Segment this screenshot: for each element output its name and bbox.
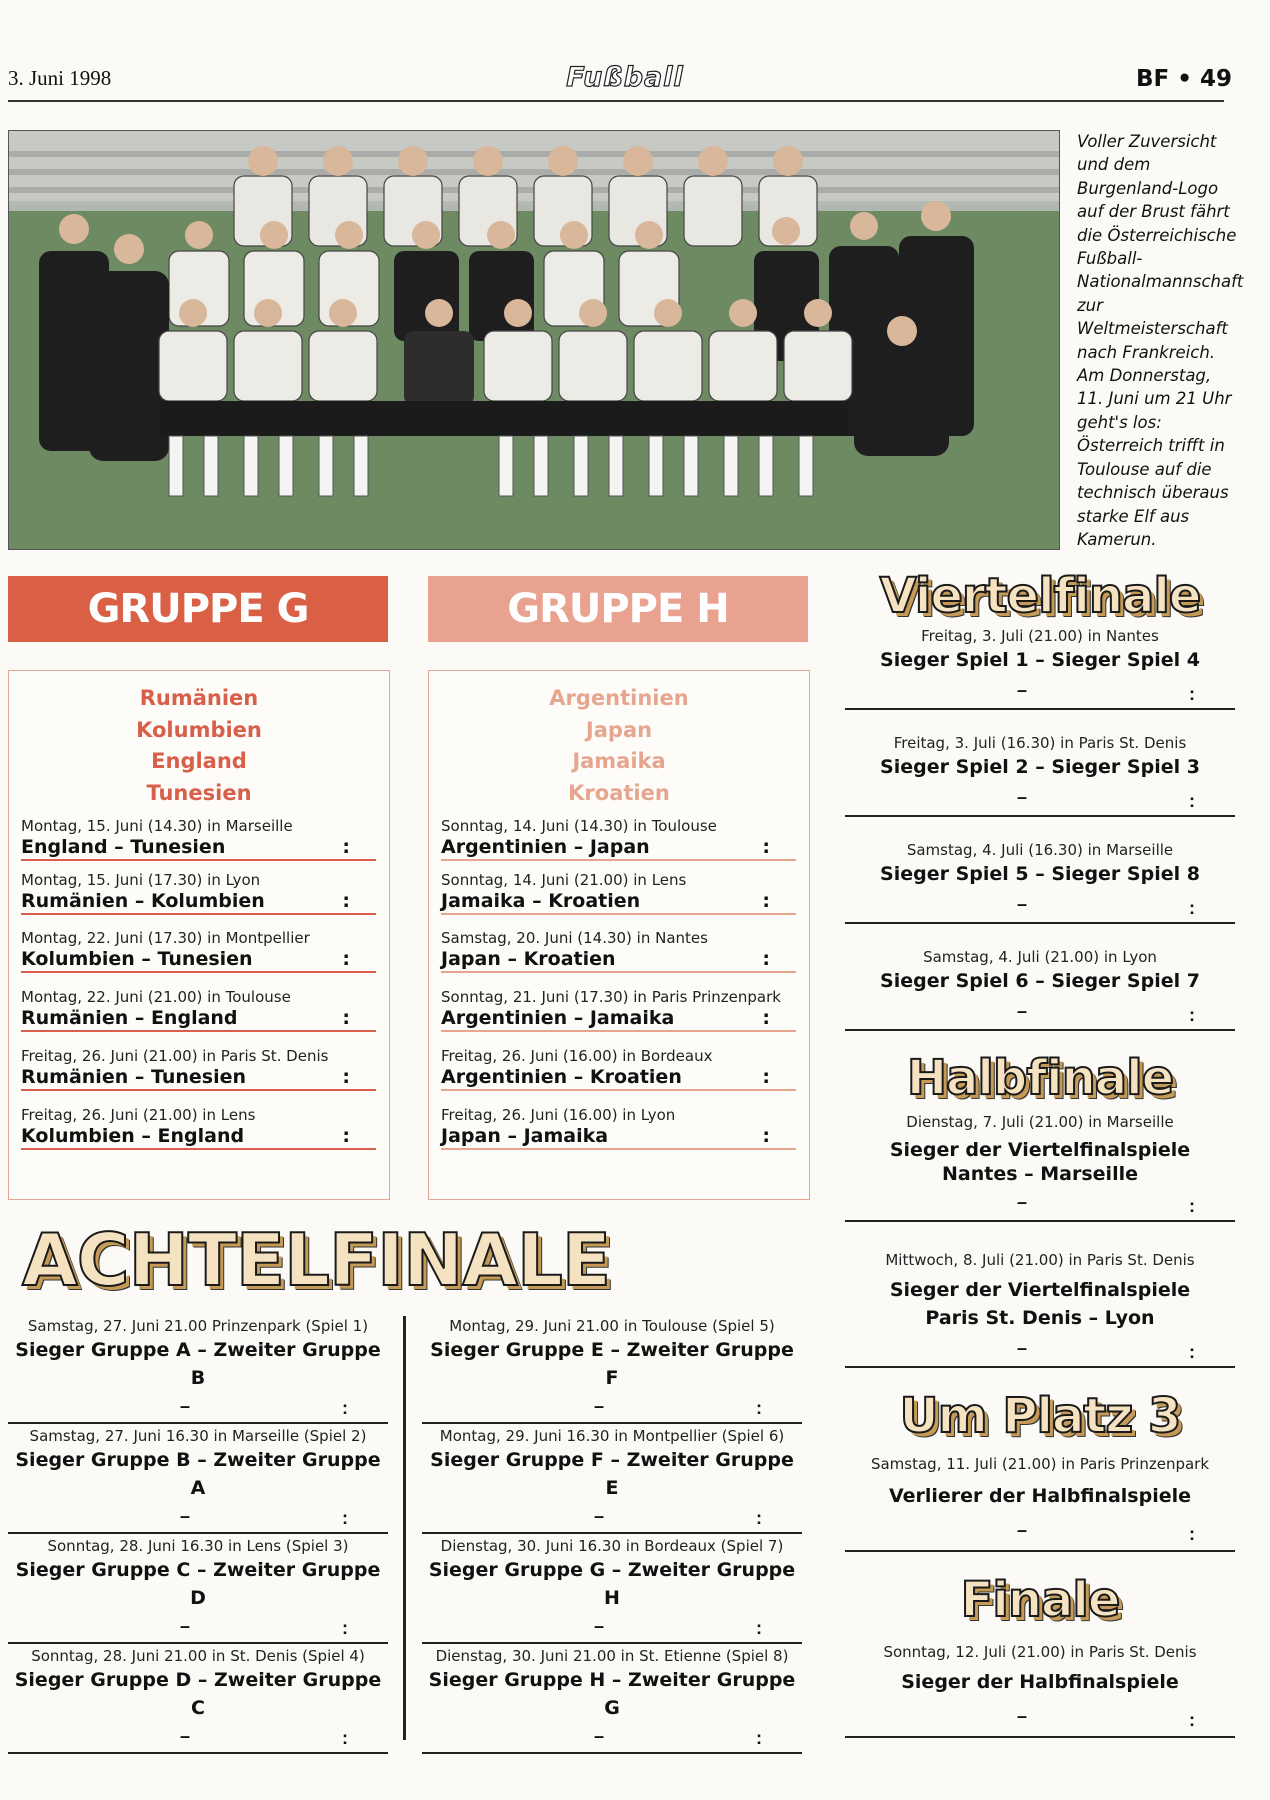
game-date: Sonntag, 12. Juli (21.00) in Paris St. Denis [883, 1643, 1197, 1661]
game-date: Mittwoch, 8. Juli (21.00) in Paris St. Denis [885, 1251, 1195, 1269]
score-dash: – [1017, 1192, 1028, 1212]
game-date: Freitag, 26. Juni (16.00) in Bordeaux [441, 1047, 713, 1065]
knockout-game [845, 1250, 1235, 1368]
score-colon: : [342, 1125, 350, 1147]
score-colon: : [1189, 1005, 1195, 1025]
game-date: Samstag, 27. Juni 21.00 Prinzenpark (Spiel 1) [27, 1317, 369, 1335]
game-date: Sonntag, 28. Juni 21.00 in St. Denis (Spiel 4) [31, 1647, 365, 1665]
result-line [845, 1510, 1235, 1552]
group-game [441, 1106, 796, 1150]
header-rule [8, 100, 1224, 102]
pairing-text: Rumänien – Tunesien [21, 1066, 247, 1088]
team-name: England [151, 749, 247, 773]
game-date: Sonntag, 21. Juni (17.30) in Paris Prinzenpark [441, 988, 781, 1006]
game-pairing: Sieger Spiel 5 – Sieger Spiel 8 [880, 863, 1200, 885]
page-number: BF • 49 [1136, 66, 1232, 92]
game-date: Samstag, 11. Juli (21.00) in Paris Prinzenpark [870, 1455, 1210, 1473]
score-dash: – [180, 1726, 191, 1746]
game-date: Freitag, 3. Juli (16.30) in Paris St. Denis [893, 734, 1187, 752]
score-colon: : [762, 1066, 770, 1088]
knockout-game [845, 1112, 1235, 1222]
game-pairing: Verlierer der Halbfinalspiele [888, 1485, 1192, 1507]
game-date: Samstag, 20. Juni (14.30) in Nantes [441, 929, 708, 947]
score-colon: : [762, 948, 770, 970]
group-game [441, 988, 796, 1032]
knockout-game [422, 1536, 802, 1644]
score-dash: – [1017, 1338, 1028, 1358]
viertelfinale-title: Viertelfinale [879, 568, 1201, 624]
result-line [422, 1502, 802, 1534]
knockout-game [845, 1454, 1235, 1552]
group-game [21, 929, 376, 973]
team-photo [8, 130, 1060, 550]
result-line [422, 1722, 802, 1754]
achtelfinale-title: ACHTELFINALE [22, 1218, 611, 1302]
score-dash: – [1017, 680, 1028, 700]
game-date: Montag, 22. Juni (21.00) in Toulouse [21, 988, 291, 1006]
game-date: Freitag, 3. Juli (21.00) in Nantes [921, 627, 1159, 645]
game-pairing [441, 947, 796, 973]
knockout-game [845, 947, 1235, 1031]
pairing-text: Rumänien – Kolumbien [21, 890, 265, 912]
score-dash: – [594, 1726, 605, 1746]
team-name: Rumänien [139, 686, 259, 710]
result-line [845, 995, 1235, 1031]
group-game [21, 817, 376, 861]
result-line [845, 1696, 1235, 1738]
group-game [21, 988, 376, 1032]
pairing-text: Argentinien – Kroatien [441, 1066, 682, 1088]
group-game [441, 871, 796, 915]
game-pairing: Sieger Gruppe H – Zweiter Gruppe G [428, 1669, 796, 1719]
game-pairing: Sieger Spiel 2 – Sieger Spiel 3 [880, 756, 1200, 778]
knockout-game [845, 626, 1235, 710]
game-pairing [441, 1065, 796, 1091]
result-line [8, 1502, 388, 1534]
game-date: Sonntag, 14. Juni (14.30) in Toulouse [441, 817, 717, 835]
score-colon: : [756, 1398, 762, 1418]
knockout-game [8, 1536, 388, 1644]
score-colon: : [762, 1125, 770, 1147]
game-date: Freitag, 26. Juni (21.00) in Lens [21, 1106, 256, 1124]
group-g-banner: GRUPPE G [8, 576, 388, 642]
game-date: Dienstag, 7. Juli (21.00) in Marseille [906, 1113, 1174, 1131]
group-h-banner: GRUPPE H [428, 576, 808, 642]
platz3-title: Um Platz 3 [899, 1388, 1181, 1444]
pairing-text: England – Tunesien [21, 836, 226, 858]
game-pairing: Sieger Gruppe A – Zweiter Gruppe B [15, 1339, 381, 1389]
group-game [441, 817, 796, 861]
game-pairing [441, 835, 796, 861]
team-name: Argentinien [549, 686, 689, 710]
team-name: Japan [585, 717, 653, 742]
knockout-game [422, 1646, 802, 1754]
knockout-game [422, 1316, 802, 1424]
score-colon: : [342, 948, 350, 970]
score-colon: : [342, 836, 350, 858]
result-line [8, 1612, 388, 1644]
score-dash: – [180, 1616, 191, 1636]
game-pairing-detail: Paris St. Denis – Lyon [925, 1307, 1155, 1329]
score-colon: : [1189, 684, 1195, 704]
game-pairing [21, 889, 376, 915]
score-dash: – [594, 1396, 605, 1416]
group-game [21, 1106, 376, 1150]
score-dash: – [1017, 787, 1028, 807]
game-date: Freitag, 26. Juni (21.00) in Paris St. Denis [21, 1047, 329, 1065]
game-pairing [21, 835, 376, 861]
result-line [845, 674, 1235, 710]
section-title: Fußball [566, 62, 684, 93]
game-pairing [441, 1124, 796, 1150]
score-dash: – [1017, 1706, 1028, 1726]
result-line [845, 781, 1235, 817]
knockout-game [8, 1646, 388, 1754]
result-line [845, 1186, 1235, 1222]
game-pairing: Sieger Gruppe B – Zweiter Gruppe A [15, 1449, 381, 1499]
team-name: Jamaika [572, 749, 666, 773]
score-colon: : [756, 1508, 762, 1528]
group-game [441, 1047, 796, 1091]
score-dash: – [1017, 1001, 1028, 1021]
pairing-text: Jamaika – Kroatien [441, 890, 641, 912]
score-colon: : [762, 836, 770, 858]
team-photo-illustration [9, 131, 1059, 549]
score-dash: – [180, 1506, 191, 1526]
team-name: Tunesien [146, 780, 252, 805]
photo-caption: Voller Zuversicht und dem Burgenland-Logo auf der Brust fährt die Österreichische Fußball-Nationalmannschaft zur Weltmeisterschaft nach Frankreich. Am Donnerstag, 11. Juni um 21 Uhr geht's los: Österreich trifft in Toulouse auf die technisch überaus starke Elf aus Kamerun. [1077, 132, 1244, 549]
game-pairing: Sieger Gruppe C – Zweiter Gruppe D [15, 1559, 381, 1609]
score-colon: : [1189, 1342, 1195, 1362]
game-date: Samstag, 4. Juli (16.30) in Marseille [906, 841, 1174, 859]
score-colon: : [756, 1728, 762, 1748]
result-line [8, 1722, 388, 1754]
pairing-text: Rumänien – England [21, 1007, 238, 1029]
group-game [21, 1047, 376, 1091]
game-date: Dienstag, 30. Juni 21.00 in St. Etienne (Spiel 8) [435, 1647, 789, 1665]
team-name: Kroatien [568, 780, 670, 805]
game-pairing: Sieger Gruppe F – Zweiter Gruppe E [430, 1449, 794, 1499]
knockout-game [8, 1426, 388, 1534]
score-colon: : [1189, 1196, 1195, 1216]
game-date: Montag, 15. Juni (17.30) in Lyon [21, 871, 261, 889]
score-colon: : [756, 1618, 762, 1638]
team-name: Kolumbien [136, 717, 262, 742]
knockout-game [845, 1642, 1235, 1738]
pairing-text: Japan – Kroatien [441, 948, 616, 970]
halbfinale-title: Halbfinale [906, 1050, 1174, 1106]
game-pairing [21, 1065, 376, 1091]
game-date: Dienstag, 30. Juni 16.30 in Bordeaux (Spiel 7) [440, 1537, 784, 1555]
game-date: Samstag, 4. Juli (21.00) in Lyon [923, 948, 1157, 966]
score-colon: : [1189, 1524, 1195, 1544]
score-colon: : [1189, 1710, 1195, 1730]
game-pairing [21, 1006, 376, 1032]
game-pairing: Sieger der Viertelfinalspiele [889, 1139, 1191, 1161]
game-pairing: Sieger Gruppe D – Zweiter Gruppe C [14, 1669, 382, 1719]
finale-title: Finale [960, 1572, 1120, 1628]
score-colon: : [342, 1728, 348, 1748]
pairing-text: Kolumbien – England [21, 1125, 245, 1147]
score-colon: : [762, 1007, 770, 1029]
game-pairing-detail: Nantes – Marseille [942, 1163, 1138, 1185]
result-line [422, 1392, 802, 1424]
pairing-text: Argentinien – Jamaika [441, 1007, 675, 1029]
game-date: Sonntag, 14. Juni (21.00) in Lens [441, 871, 687, 889]
score-colon: : [1189, 791, 1195, 811]
game-pairing: Sieger Gruppe E – Zweiter Gruppe F [430, 1339, 794, 1389]
issue-date: 3. Juni 1998 [8, 66, 112, 90]
game-date: Sonntag, 28. Juni 16.30 in Lens (Spiel 3) [47, 1537, 349, 1555]
result-line [845, 888, 1235, 924]
group-g-teams [9, 683, 389, 809]
game-pairing: Sieger der Viertelfinalspiele [889, 1279, 1191, 1301]
score-colon: : [342, 890, 350, 912]
column-divider [403, 1316, 406, 1740]
game-pairing [21, 947, 376, 973]
score-colon: : [342, 1398, 348, 1418]
game-date: Montag, 29. Juni 21.00 in Toulouse (Spiel 5) [449, 1317, 775, 1335]
knockout-game [845, 733, 1235, 817]
group-h-box [428, 670, 810, 1200]
game-date: Montag, 22. Juni (17.30) in Montpellier [21, 929, 310, 947]
pairing-text: Japan – Jamaika [441, 1125, 609, 1147]
game-date: Montag, 29. Juni 16.30 in Montpellier (Spiel 6) [439, 1427, 785, 1445]
score-colon: : [1189, 898, 1195, 918]
score-colon: : [762, 890, 770, 912]
game-pairing: Sieger Spiel 1 – Sieger Spiel 4 [880, 649, 1200, 671]
score-colon: : [342, 1618, 348, 1638]
result-line [845, 1332, 1235, 1368]
result-line [422, 1612, 802, 1644]
score-dash: – [1017, 894, 1028, 914]
game-pairing [441, 889, 796, 915]
pairing-text: Kolumbien – Tunesien [21, 948, 253, 970]
game-date: Freitag, 26. Juni (16.00) in Lyon [441, 1106, 676, 1124]
game-date: Samstag, 27. Juni 16.30 in Marseille (Spiel 2) [29, 1427, 367, 1445]
game-pairing: Sieger Spiel 6 – Sieger Spiel 7 [880, 970, 1200, 992]
pairing-text: Argentinien – Japan [441, 836, 650, 858]
score-dash: – [594, 1616, 605, 1636]
score-dash: – [180, 1396, 191, 1416]
score-colon: : [342, 1066, 350, 1088]
result-line [8, 1392, 388, 1424]
knockout-game [845, 840, 1235, 924]
score-dash: – [594, 1506, 605, 1526]
group-game [441, 929, 796, 973]
score-dash: – [1017, 1520, 1028, 1540]
knockout-game [8, 1316, 388, 1424]
group-h-teams [429, 683, 809, 809]
game-date: Montag, 15. Juni (14.30) in Marseille [21, 817, 293, 835]
group-game [21, 871, 376, 915]
game-pairing: Sieger Gruppe G – Zweiter Gruppe H [428, 1559, 796, 1609]
knockout-game [422, 1426, 802, 1534]
score-colon: : [342, 1007, 350, 1029]
score-colon: : [342, 1508, 348, 1528]
game-pairing: Sieger der Halbfinalspiele [901, 1671, 1179, 1693]
group-g-box [8, 670, 390, 1200]
game-pairing [21, 1124, 376, 1150]
game-pairing [441, 1006, 796, 1032]
